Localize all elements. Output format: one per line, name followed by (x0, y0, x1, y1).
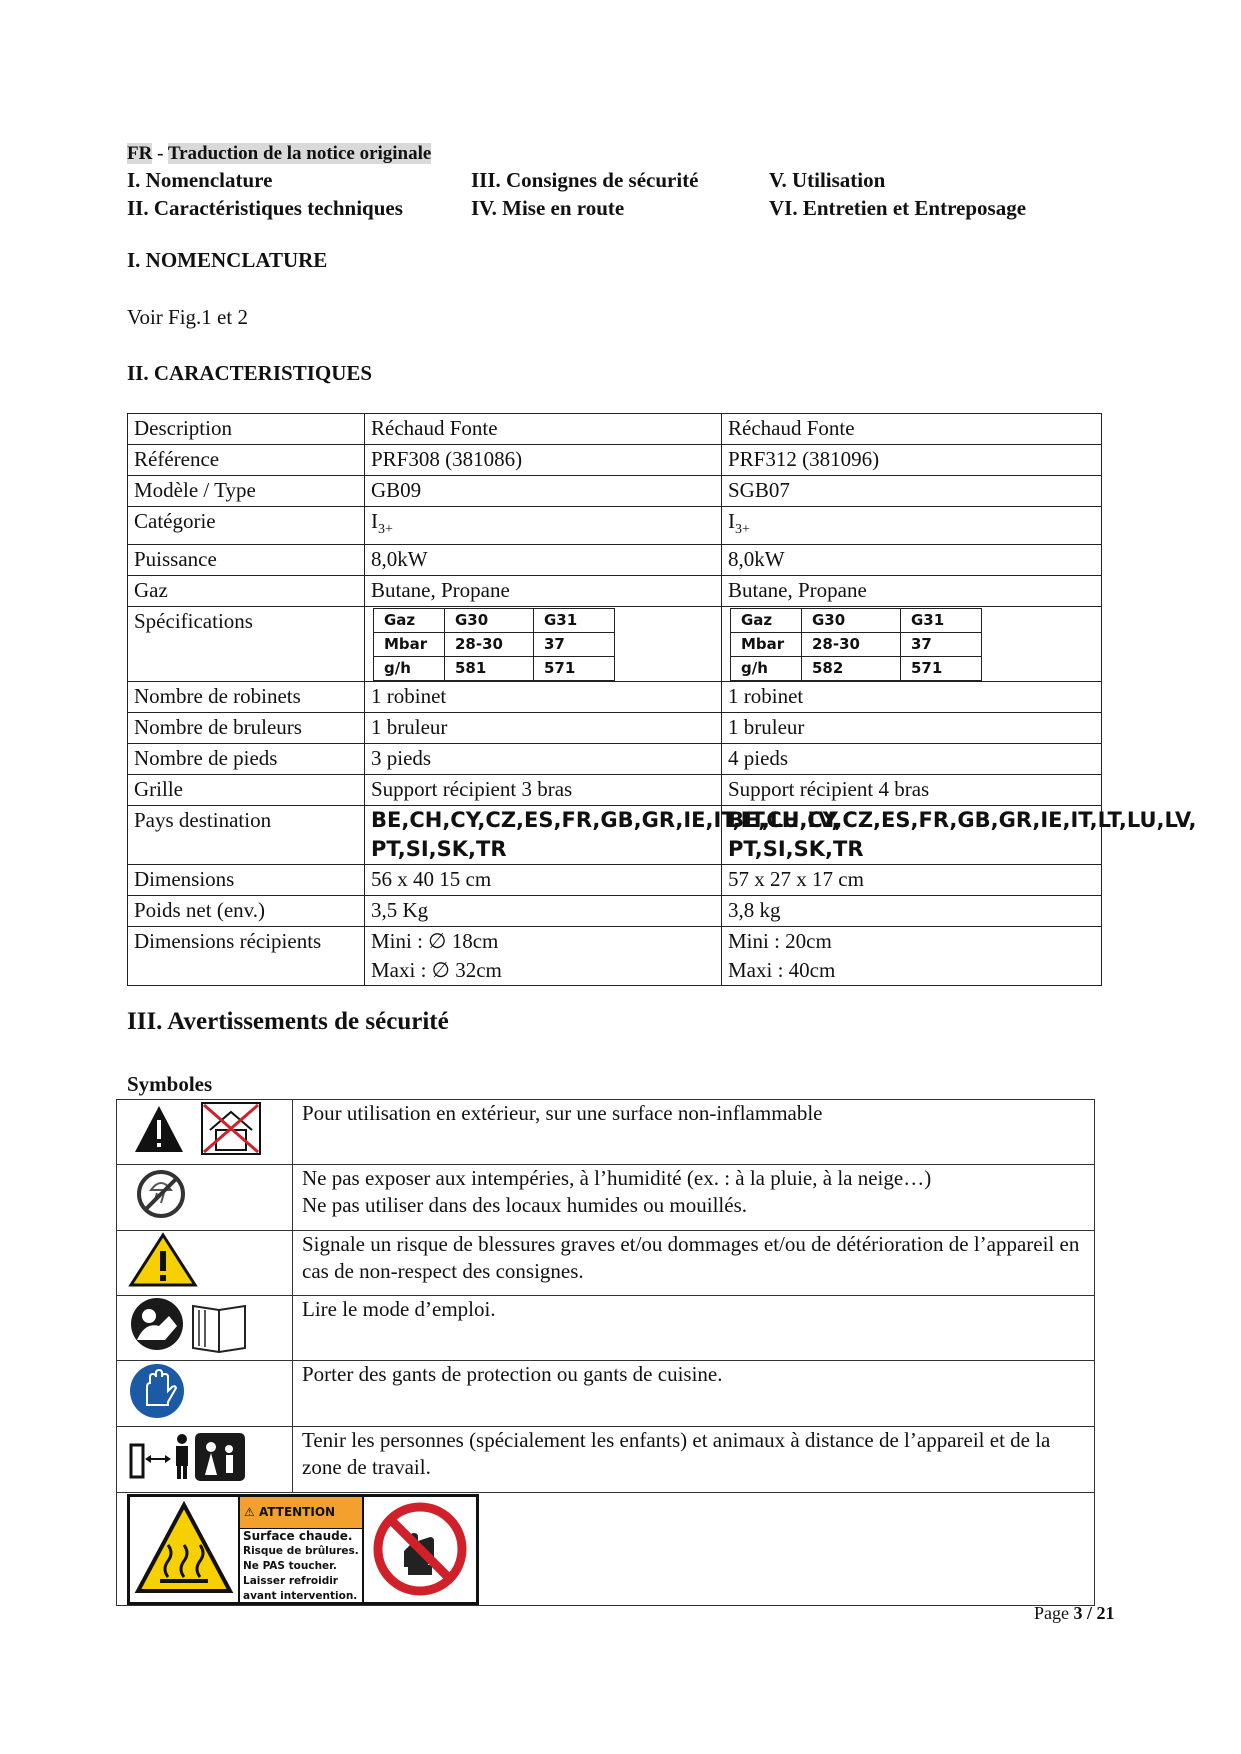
category-main: I (371, 509, 378, 533)
spec-label: Description (128, 414, 365, 445)
spec-label: Référence (128, 445, 365, 476)
spec-label: Modèle / Type (128, 476, 365, 507)
nomenclature-text: Voir Fig.1 et 2 (127, 305, 248, 329)
attention-title-text: ATTENTION (258, 1505, 336, 1519)
category-sub: 3+ (378, 522, 393, 538)
toc-item: I. Nomenclature (127, 168, 273, 192)
warning-triangle-icon (117, 1231, 293, 1288)
spec-label: Grille (128, 775, 365, 806)
spec-value-a: 56 x 40 15 cm (365, 865, 722, 896)
spec-value-b: SGB07 (722, 476, 1102, 507)
symbols-table (116, 1099, 1095, 1606)
page-number (1034, 1603, 1115, 1624)
gas-cell: Gaz (374, 609, 445, 633)
countries-line: PT,SI,SK,TR (371, 837, 507, 862)
table-row (117, 1296, 1095, 1361)
table-row (128, 607, 1102, 682)
spec-table (127, 413, 1197, 986)
table-row (117, 1427, 1095, 1493)
spec-label: Spécifications (128, 607, 365, 682)
spec-label: Poids net (env.) (128, 896, 365, 927)
hot-surface-warning-icon (130, 1497, 238, 1602)
table-row (128, 507, 1102, 545)
gas-cell: g/h (374, 657, 445, 681)
spec-value-a: PRF308 (381086) (365, 445, 722, 476)
spec-label: Pays destination (128, 806, 365, 865)
attention-line: avant intervention. (243, 1590, 358, 1602)
gas-spec-a (365, 607, 722, 682)
symbol-cell (117, 1296, 293, 1361)
symbols-title: Symboles (127, 1072, 213, 1096)
hot-surface-label (127, 1494, 479, 1605)
symbol-text: Pour utilisation en extérieur, sur une surface non-inflammable (293, 1100, 1095, 1165)
spec-value-a: 3,5 Kg (365, 896, 722, 927)
toc-col-2 (471, 166, 699, 222)
table-row (128, 775, 1102, 806)
symbol-text: Tenir les personnes (spécialement les enfants) et animaux à distance de l’appareil et de la zone de travail. (293, 1427, 1095, 1493)
gas-table-b (730, 608, 982, 681)
table-row (128, 682, 1102, 713)
toc-col-3 (769, 166, 1026, 222)
gas-cell: G31 (534, 609, 615, 633)
gas-cell: 28-30 (802, 633, 901, 657)
header-sep: - (152, 143, 168, 164)
spec-value-b (722, 806, 1197, 865)
gas-table-a (373, 608, 615, 681)
gas-cell: G31 (901, 609, 982, 633)
spec-label: Puissance (128, 545, 365, 576)
symbol-text: Lire le mode d’emploi. (293, 1296, 1095, 1361)
gas-cell: 28-30 (445, 633, 534, 657)
gas-cell: Mbar (731, 633, 802, 657)
spec-value-b: 3,8 kg (722, 896, 1102, 927)
container-max: Maxi : 40cm (728, 958, 836, 983)
container-min: Mini : ∅ 18cm (371, 929, 499, 954)
gas-spec-b (722, 607, 1102, 682)
spec-value-b: PRF312 (381096) (722, 445, 1102, 476)
symbol-cell (117, 1427, 293, 1493)
countries-line: PT,SI,SK,TR (728, 837, 864, 862)
toc-item: IV. Mise en route (471, 196, 625, 220)
category-sub: 3+ (735, 522, 750, 538)
toc-col-1 (127, 166, 403, 222)
table-row (128, 476, 1102, 507)
spec-value-a: 1 robinet (365, 682, 722, 713)
countries-line: BE,CH,CY,CZ,ES,FR,GB,GR,IE,IT,LT,LU,LV, (728, 808, 1197, 833)
spec-value-a: Réchaud Fonte (365, 414, 722, 445)
toc-item: VI. Entretien et Entreposage (769, 196, 1027, 220)
container-min: Mini : 20cm (728, 929, 832, 954)
spec-label: Dimensions récipients (128, 927, 365, 986)
spec-value-b: 8,0kW (722, 545, 1102, 576)
gas-cell: 582 (802, 657, 901, 681)
spec-value-a (365, 927, 722, 986)
table-row (117, 1165, 1095, 1231)
gas-cell: 581 (445, 657, 534, 681)
container-max: Maxi : ∅ 32cm (371, 958, 502, 983)
gas-cell: 571 (901, 657, 982, 681)
hot-surface-cell (117, 1493, 1095, 1606)
attention-line: Laisser refroidir (243, 1575, 338, 1587)
spec-value-a (365, 507, 722, 545)
header-title: Traduction de la notice originale (167, 143, 432, 164)
table-row (128, 445, 1102, 476)
toc-item: II. Caractéristiques techniques (127, 196, 403, 220)
spec-value-a: Butane, Propane (365, 576, 722, 607)
section-title-nomenclature: I. NOMENCLATURE (127, 248, 328, 272)
no-rain-icon (117, 1165, 293, 1223)
gas-cell: G30 (802, 609, 901, 633)
attention-title: ⚠ ATTENTION (240, 1497, 362, 1529)
gloves-icon (117, 1361, 293, 1419)
symbol-cell (117, 1100, 293, 1165)
table-row (128, 414, 1102, 445)
table-row (117, 1493, 1095, 1606)
page-prefix: Page (1034, 1603, 1074, 1623)
symbol-text-line: Ne pas utiliser dans des locaux humides ou mouillés. (302, 1193, 748, 1217)
gas-cell: Gaz (731, 609, 802, 633)
table-row (128, 713, 1102, 744)
warning-outdoor-icon (117, 1100, 293, 1157)
spec-value-b: 4 pieds (722, 744, 1102, 775)
spec-value-a: 1 bruleur (365, 713, 722, 744)
symbol-text: Porter des gants de protection ou gants de cuisine. (293, 1361, 1095, 1427)
section-title-caracteristiques: II. CARACTERISTIQUES (127, 361, 373, 385)
gas-cell: Mbar (374, 633, 445, 657)
category-main: I (728, 509, 735, 533)
spec-label: Catégorie (128, 507, 365, 545)
spec-value-a: Support récipient 3 bras (365, 775, 722, 806)
spec-label: Nombre de bruleurs (128, 713, 365, 744)
spec-value-a: 3 pieds (365, 744, 722, 775)
attention-line: Surface chaude. (243, 1529, 353, 1543)
toc-item: III. Consignes de sécurité (471, 168, 699, 192)
symbol-cell (117, 1231, 293, 1296)
countries-line: BE,CH,CY,CZ,ES,FR,GB,GR,IE,IT,LT,LU,LV, (371, 808, 840, 833)
symbol-cell (117, 1165, 293, 1231)
table-row (128, 865, 1102, 896)
spec-value-b: Support récipient 4 bras (722, 775, 1102, 806)
table-row (128, 576, 1102, 607)
gas-cell: 37 (901, 633, 982, 657)
attention-lines (240, 1529, 362, 1604)
spec-value-b: 1 robinet (722, 682, 1102, 713)
gas-cell: 571 (534, 657, 615, 681)
symbol-text-line: Ne pas exposer aux intempéries, à l’humidité (ex. : à la pluie, à la neige…) (302, 1166, 932, 1190)
spec-value-a: 8,0kW (365, 545, 722, 576)
spec-value-a: GB09 (365, 476, 722, 507)
doc-header (127, 143, 431, 165)
gas-cell: 37 (534, 633, 615, 657)
symbol-text (293, 1165, 1095, 1231)
spec-value-b: Réchaud Fonte (722, 414, 1102, 445)
attention-line: Risque de brûlures. (243, 1545, 359, 1557)
gas-cell: G30 (445, 609, 534, 633)
page-count: 3 / 21 (1073, 1603, 1115, 1623)
attention-text-box (238, 1497, 364, 1602)
table-row (128, 927, 1102, 986)
spec-value-b: 57 x 27 x 17 cm (722, 865, 1102, 896)
spec-label: Dimensions (128, 865, 365, 896)
section-title-securite: III. Avertissements de sécurité (127, 1008, 449, 1035)
table-row (128, 806, 1102, 865)
symbol-cell (117, 1361, 293, 1427)
toc-item: V. Utilisation (769, 168, 886, 192)
table-row (128, 545, 1102, 576)
table-row (128, 744, 1102, 775)
no-touch-icon (364, 1497, 476, 1602)
table-row (117, 1361, 1095, 1427)
spec-value-b: Butane, Propane (722, 576, 1102, 607)
spec-value-b (722, 507, 1102, 545)
table-row (117, 1231, 1095, 1296)
spec-label: Nombre de robinets (128, 682, 365, 713)
spec-label: Nombre de pieds (128, 744, 365, 775)
spec-label: Gaz (128, 576, 365, 607)
lang-code: FR (127, 143, 153, 164)
gas-cell: g/h (731, 657, 802, 681)
spec-value-b: 1 bruleur (722, 713, 1102, 744)
read-manual-icon (117, 1296, 293, 1353)
spec-value-a (365, 806, 840, 865)
table-row (117, 1100, 1095, 1165)
spec-value-b (722, 927, 1102, 986)
attention-line: Ne PAS toucher. (243, 1560, 337, 1572)
symbol-text: Signale un risque de blessures graves et/ou dommages et/ou de détérioration de l’appareil en cas de non-respect des consignes. (293, 1231, 1095, 1296)
table-row (128, 896, 1102, 927)
keep-distance-icon (117, 1427, 293, 1485)
